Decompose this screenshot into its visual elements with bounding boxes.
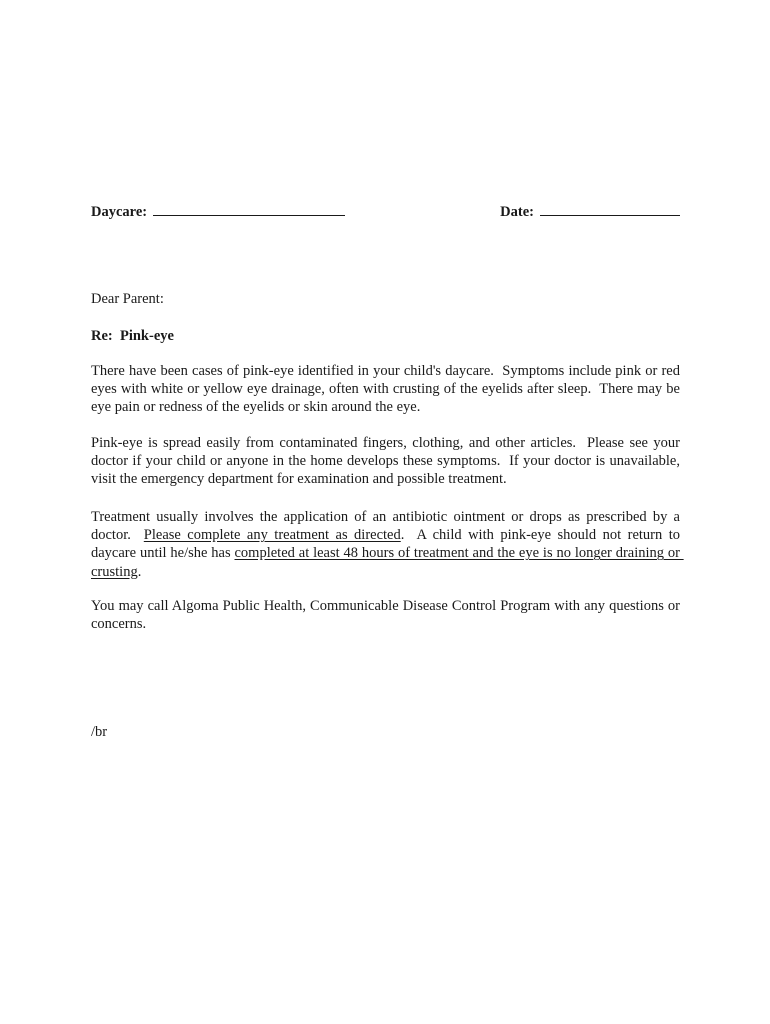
paragraph-contact: You may call Algoma Public Health, Communicable Disease Control Program with any questions or concerns. (91, 598, 680, 633)
subject-line: Re: Pink-eye (91, 328, 174, 344)
paragraph-treatment (91, 508, 684, 581)
treatment-text-3: . (137, 563, 142, 580)
daycare-field (91, 201, 345, 222)
paragraph-symptoms: There have been cases of pink-eye identified in your child's daycare. Symptoms include pink or red eyes with white or yellow eye drainage, often with crusting of the eyelids after sleep. There may be eye pain or redness of the eyelids or skin around the eye. (91, 363, 684, 416)
author-initials: /br (91, 724, 108, 740)
treatment-text-2: . A child with pink-eye should not return to daycare until he/she has (91, 527, 684, 562)
header-fields (91, 201, 680, 221)
date-field (500, 201, 680, 222)
daycare-blank-line[interactable] (153, 201, 345, 216)
daycare-label: Daycare: (91, 204, 148, 220)
paragraph-spread: Pink-eye is spread easily from contaminated fingers, clothing, and other articles. Please see your doctor if your child or anyone in the home develops these symptoms. If your doctor is unavailable, visit the emergency department for examination and possible treatment. (91, 435, 684, 488)
treatment-text-1: Treatment usually involves the application of an antibiotic ointment or drops as prescribed by a doctor. (91, 509, 684, 544)
salutation: Dear Parent: (91, 291, 164, 307)
date-label: Date: (500, 204, 534, 220)
treatment-underline-directed: Please complete any treatment as directed (143, 527, 401, 544)
treatment-underline-48-hours: completed at least 48 hours of treatment and the eye is no longer draining or crusting (91, 545, 684, 580)
date-blank-line[interactable] (540, 201, 680, 216)
